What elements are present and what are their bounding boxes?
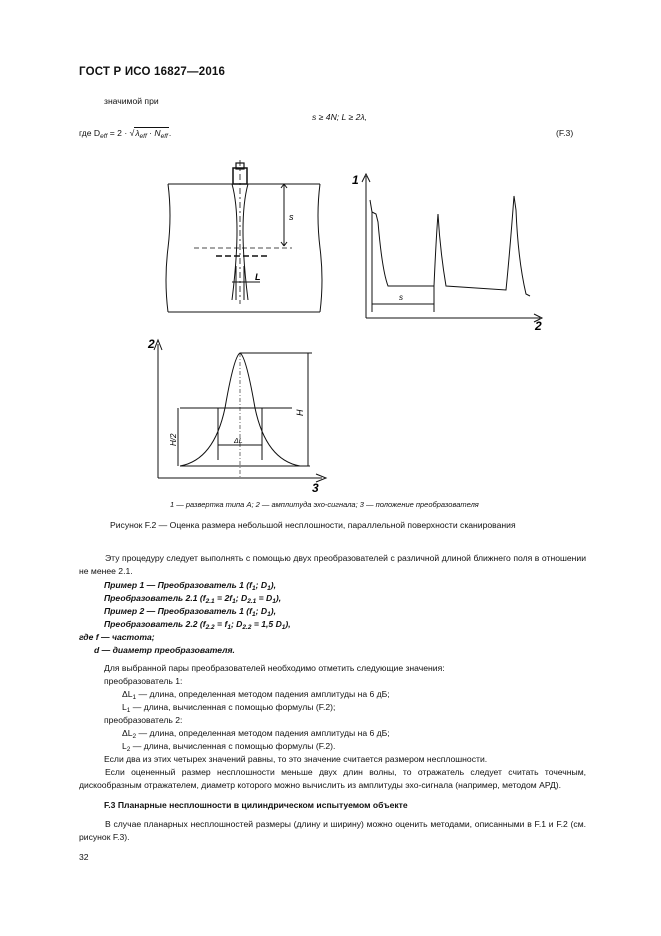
example-2: Пример 2 — Преобразователь 1 ($f_1$; $D_1$),: [104, 606, 277, 618]
formula-where: где $D_{eff} = 2 \cdot √\lambda_{eff} \cdot N_{eff}$.: [79, 128, 172, 140]
figure-legend: 1 — развертка типа А; 2 — амплитуда эхо-сигнала; 3 — положение преобразователя: [170, 500, 479, 509]
value-L2: $L_2$ — длина, вычисленная с помощью формулы (F.2).: [122, 741, 336, 753]
value-delta-L1: $\Delta L_1$ — длина, определенная методом падения амплитуды на 6 дБ;: [122, 689, 390, 701]
figure-caption: Рисунок F.2 — Оценка размера небольшой несплошности, параллельной поверхности сканирования: [110, 520, 516, 530]
label-L: L: [255, 272, 261, 282]
test-object-diagram: [166, 160, 322, 312]
section-heading-f3: F.3 Планарные несплошности в цилиндрическом испытуемом объекте: [104, 800, 408, 810]
paragraph-planar: В случае планарных несплошностей размеры (длину и ширину) можно оценить методами, описанными в F.1 и F.2 (см. рисунок F.3).: [79, 819, 586, 843]
where-f: где f — частота;: [79, 632, 155, 642]
label-H2: H/2: [169, 433, 178, 446]
paragraph-equal-values: Если два из этих четырех значений равны, то это значение считается размером несплошности.: [104, 754, 488, 764]
example-1: Пример 1 — Преобразователь 1 ($f_1$; $D_1$),: [104, 580, 277, 592]
transducer-2-title: преобразователь 2:: [104, 715, 183, 725]
value-delta-L2: $\Delta L_2$ — длина, определенная методом падения амплитуды на 6 дБ;: [122, 728, 390, 740]
where-d: d — диаметр преобразователя.: [94, 645, 235, 655]
value-L1: $L_1$ — длина, вычисленная с помощью формулы (F.2);: [122, 702, 336, 714]
example-2-transducer: Преобразователь 2.2 ($f_{2.2} = f_1$; $D_{2.2} = 1,5$ $D_1$),: [104, 619, 291, 631]
formula-number: (F.3): [556, 128, 574, 138]
example-1-transducer: Преобразователь 2.1 ($f_{2.1} = 2f_1$; $D_{2.1} = D_1$),: [104, 593, 282, 605]
page-number: 32: [79, 852, 89, 862]
paragraph-values: Для выбранной пары преобразователей необходимо отметить следующие значения:: [104, 663, 445, 673]
paragraph-point-reflector: Если оцененный размер несплошности меньше двух длин волны, то отражатель следует считать точечным, дискообразным отражателем, диаметр которого можно вычислить из амплитуды эхо-сигнала (например, методом АРД).: [79, 767, 586, 791]
label-2-ascan: 2: [535, 319, 542, 333]
formula-lead: значимой при: [104, 96, 159, 106]
label-2-curve: 2: [148, 337, 155, 351]
label-H: H: [295, 409, 305, 416]
label-s-ascan: s: [399, 293, 403, 302]
a-scan-diagram: [362, 174, 542, 322]
formula-condition: s ≥ 4N; L ≥ 2λ,: [312, 112, 368, 122]
document-header: ГОСТ Р ИСО 16827—2016: [79, 66, 226, 78]
label-s-vertical: s: [289, 212, 294, 222]
paragraph-procedure: Эту процедуру следует выполнять с помощью двух преобразователей с различной длиной ближнего поля в отношении не менее 2.1.: [79, 553, 586, 577]
transducer-1-title: преобразователь 1:: [104, 676, 183, 686]
label-delta-L: ΔL: [234, 438, 243, 445]
label-1: 1: [352, 173, 359, 187]
label-3: 3: [312, 481, 319, 495]
